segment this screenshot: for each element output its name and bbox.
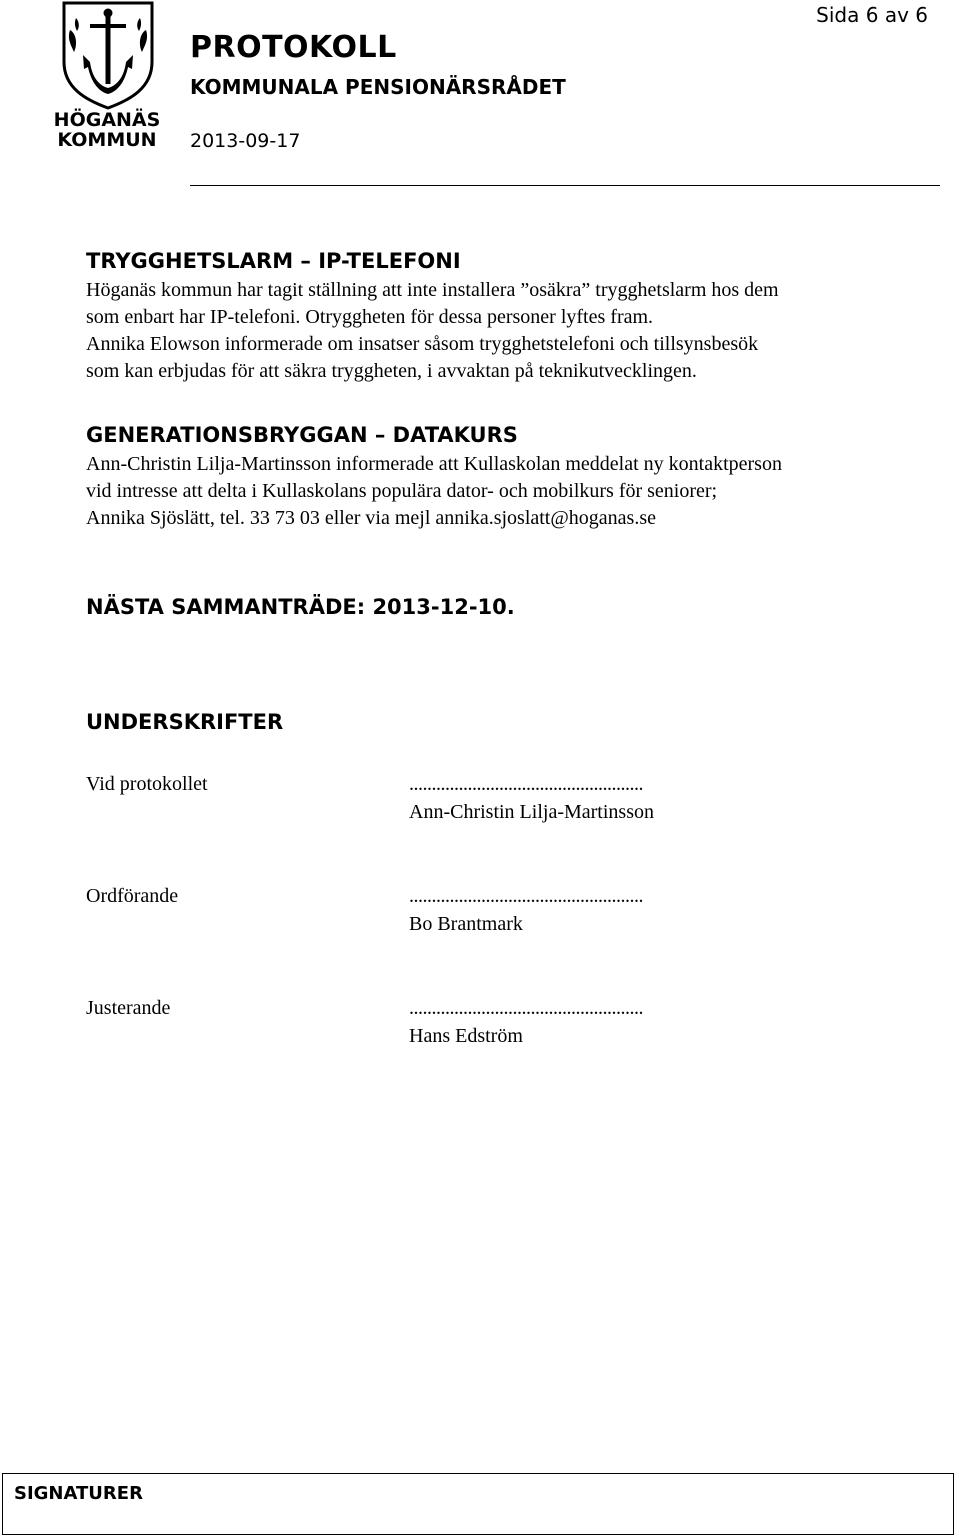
signatures-box-label: SIGNATURER — [14, 1483, 143, 1504]
section-heading-trygghetslarm: TRYGGHETSLARM – IP-TELEFONI — [86, 249, 461, 273]
logo-text-kommun: KOMMUN — [57, 129, 157, 151]
logo-text-hoganas: HÖGANÄS — [53, 109, 161, 131]
signature-name: Ann-Christin Lilja-Martinsson — [409, 801, 654, 823]
hoganas-kommun-logo — [50, 0, 165, 152]
paragraph-line: Höganäs kommun har tagit ställning att inte installera ”osäkra” trygghetslarm hos dem — [86, 279, 779, 301]
section-body-trygghetslarm — [86, 277, 779, 385]
signatures-box — [2, 1473, 954, 1535]
signature-line: .................................................... — [409, 885, 643, 907]
document-date: 2013-09-17 — [190, 130, 301, 152]
coat-of-arms-icon — [50, 0, 165, 152]
section-body-generationsbryggan — [86, 451, 782, 532]
signature-role-adjuster: Justerande — [86, 997, 171, 1019]
signature-name: Hans Edström — [409, 1025, 523, 1047]
next-meeting-heading: NÄSTA SAMMANTRÄDE: 2013-12-10. — [86, 595, 515, 619]
signature-name: Bo Brantmark — [409, 913, 523, 935]
signature-role-chair: Ordförande — [86, 885, 179, 907]
signature-role-secretary: Vid protokollet — [86, 773, 208, 795]
page-number: Sida 6 av 6 — [816, 3, 928, 27]
paragraph-line: som enbart har IP-telefoni. Otryggheten för dessa personer lyftes fram. — [86, 306, 654, 328]
paragraph-line: som kan erbjudas för att säkra tryggheten, i avvaktan på teknikutvecklingen. — [86, 360, 697, 382]
paragraph-line: Annika Sjöslätt, tel. 33 73 03 eller via mejl annika.sjoslatt@hoganas.se — [86, 507, 656, 529]
signature-line: .................................................... — [409, 997, 643, 1019]
signatures-heading: UNDERSKRIFTER — [86, 710, 284, 734]
header-divider — [190, 185, 940, 186]
paragraph-line: vid intresse att delta i Kullaskolans populära dator- och mobilkurs för seniorer; — [86, 480, 718, 502]
paragraph-line: Annika Elowson informerade om insatser såsom trygghetstelefoni och tillsynsbesök — [86, 333, 759, 355]
section-heading-generationsbryggan: GENERATIONSBRYGGAN – DATAKURS — [86, 423, 518, 447]
document-subtitle: KOMMUNALA PENSIONÄRSRÅDET — [190, 75, 566, 99]
paragraph-line: Ann-Christin Lilja-Martinsson informerade att Kullaskolan meddelat ny kontaktperson — [86, 453, 782, 475]
signature-line: .................................................... — [409, 773, 643, 795]
document-title: PROTOKOLL — [190, 30, 397, 65]
